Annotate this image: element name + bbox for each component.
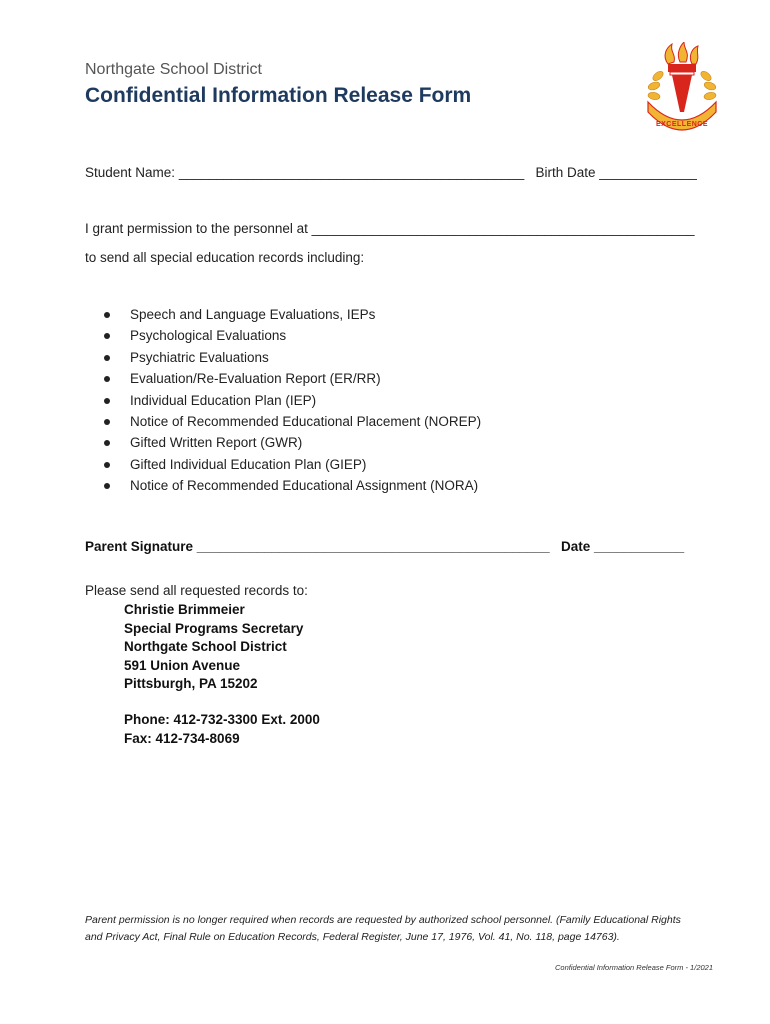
district-name: Northgate School District bbox=[85, 61, 262, 78]
contact-numbers bbox=[124, 711, 320, 748]
signature-date-field[interactable]: ____________ bbox=[593, 539, 685, 554]
list-item: Psychiatric Evaluations bbox=[102, 347, 481, 368]
list-item: Gifted Individual Education Plan (GIEP) bbox=[102, 454, 481, 475]
list-item: Speech and Language Evaluations, IEPs bbox=[102, 304, 481, 325]
contact-phone: Phone: 412-732-3300 Ext. 2000 bbox=[124, 712, 320, 727]
birth-date-label: Birth Date bbox=[535, 165, 596, 180]
grant-permission-row bbox=[85, 221, 695, 236]
form-footer-id: Confidential Information Release Form - 1/2021 bbox=[555, 963, 713, 972]
list-item: Gifted Written Report (GWR) bbox=[102, 432, 481, 453]
contact-city: Pittsburgh, PA 15202 bbox=[124, 676, 258, 692]
contact-fax: Fax: 412-734-8069 bbox=[124, 730, 240, 746]
contact-role: Special Programs Secretary bbox=[124, 620, 304, 636]
parent-signature-label: Parent Signature bbox=[85, 539, 194, 554]
signature-date-label: Date bbox=[560, 539, 591, 554]
student-name-field[interactable]: ______________________________________________ bbox=[178, 165, 525, 180]
list-item: Evaluation/Re-Evaluation Report (ER/RR) bbox=[102, 368, 481, 389]
svg-text:EXCELLENCE: EXCELLENCE bbox=[655, 121, 709, 128]
list-item: Notice of Recommended Educational Placement (NOREP) bbox=[102, 411, 481, 432]
district-logo bbox=[640, 42, 720, 134]
grant-text: I grant permission to the personnel at bbox=[85, 221, 308, 236]
personnel-field[interactable]: ___________________________________________________ bbox=[311, 221, 695, 236]
contact-org: Northgate School District bbox=[124, 639, 287, 655]
records-list bbox=[102, 304, 481, 497]
contact-street: 591 Union Avenue bbox=[124, 657, 241, 673]
list-item: Individual Education Plan (IEP) bbox=[102, 390, 481, 411]
form-title: Confidential Information Release Form bbox=[85, 84, 472, 107]
send-records-text: to send all special education records including: bbox=[85, 250, 365, 265]
ferpa-footnote: Parent permission is no longer required when records are requested by authorized school personnel. (Family Educational Rights and Privacy Act, Final Rule on Education Records, Federal Register, June 17, 1976, Vol. 41, No. 118, page 14763). bbox=[85, 914, 681, 943]
parent-signature-row bbox=[85, 539, 684, 554]
mailing-address bbox=[124, 601, 303, 694]
list-item: Psychological Evaluations bbox=[102, 325, 481, 346]
contact-name: Christie Brimmeier bbox=[124, 602, 245, 617]
birth-date-field[interactable]: _____________ bbox=[599, 165, 697, 180]
list-item: Notice of Recommended Educational Assignment (NORA) bbox=[102, 475, 481, 496]
student-name-label: Student Name: bbox=[85, 165, 176, 180]
student-name-row bbox=[85, 165, 697, 180]
send-to-label: Please send all requested records to: bbox=[85, 583, 308, 598]
parent-signature-field[interactable]: _______________________________________________ bbox=[196, 539, 550, 554]
